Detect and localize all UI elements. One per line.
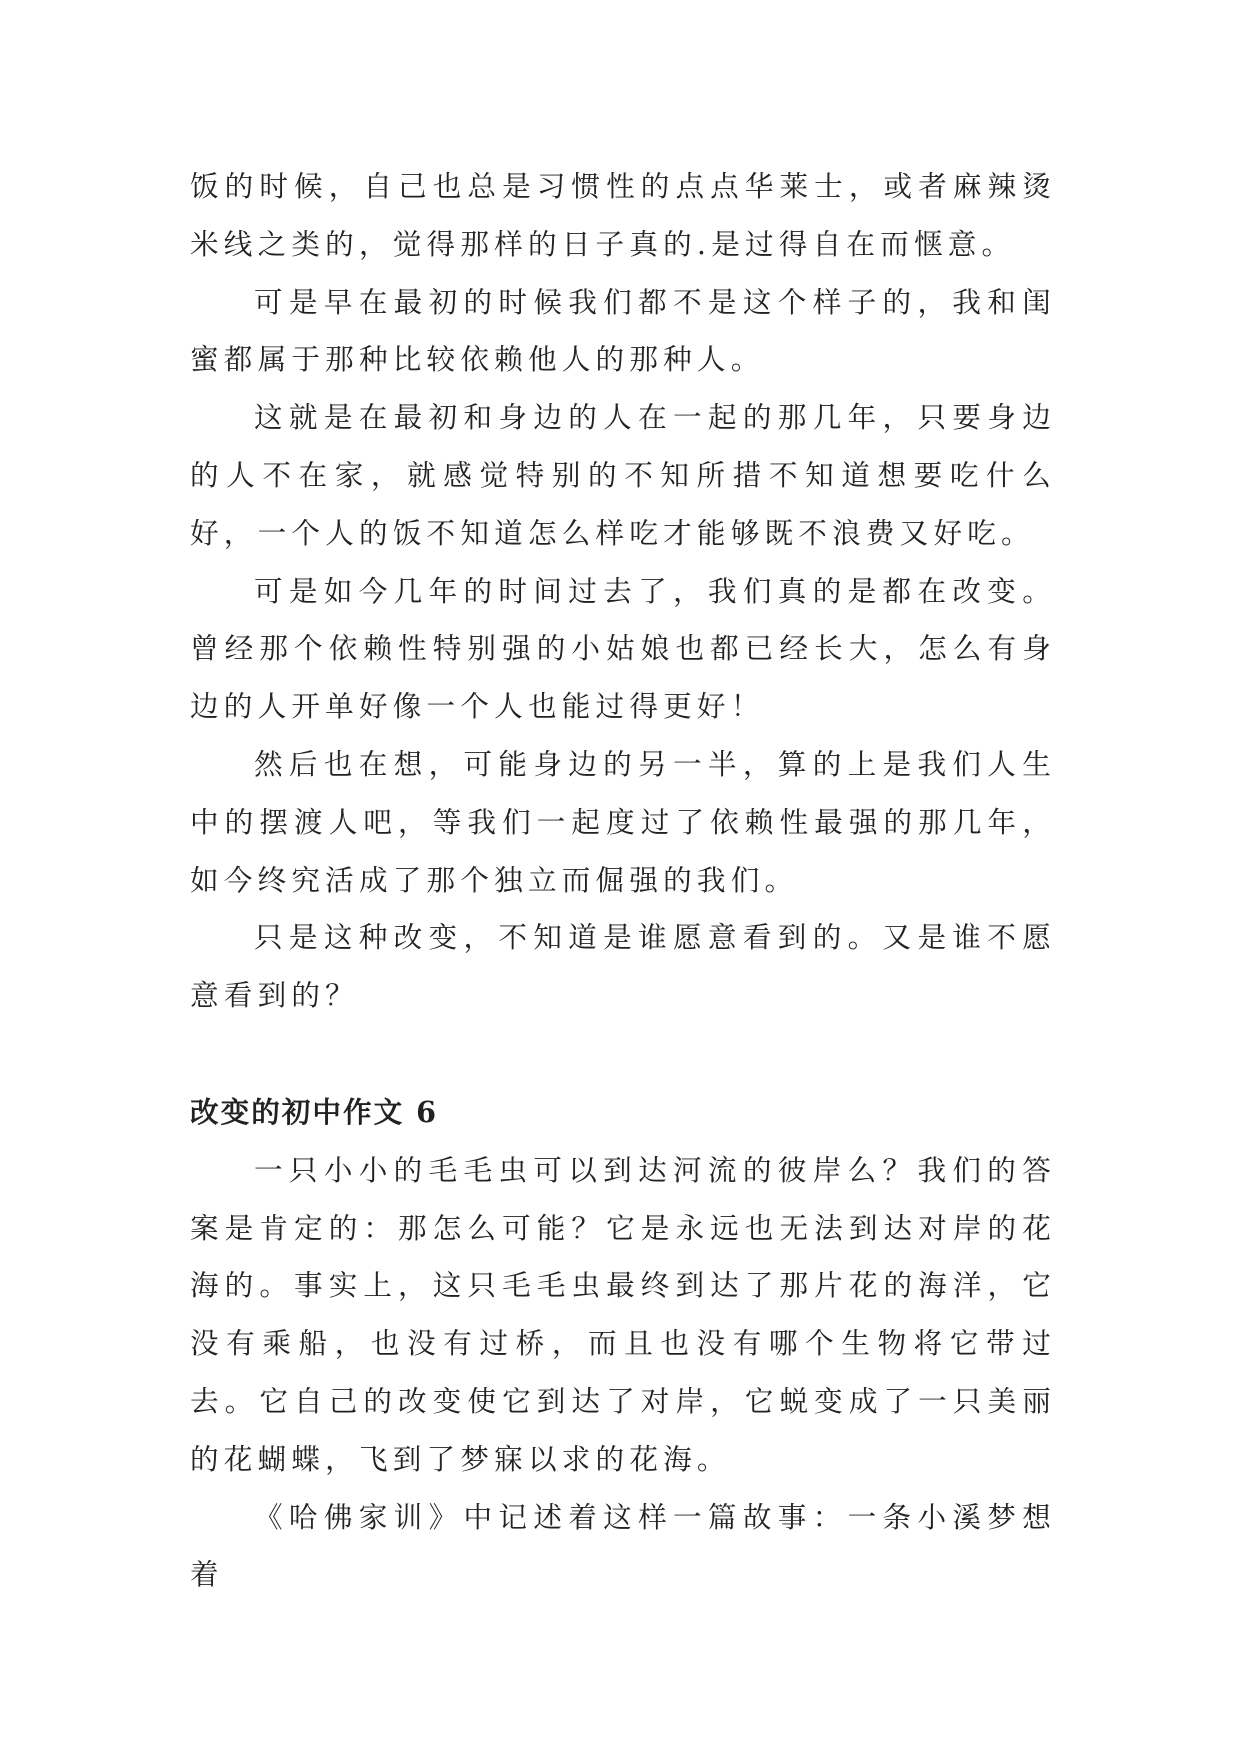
paragraph-3: 这就是在最初和身边的人在一起的那几年，只要身边的人不在家，就感觉特别的不知所措不知道想要吃什么好，一个人的饭不知道怎么样吃才能够既不浪费又好吃。 xyxy=(190,400,1056,550)
paragraph-5: 然后也在想，可能身边的另一半，算的上是我们人生中的摆渡人吧，等我们一起度过了依赖性最强的那几年，如今终究活成了那个独立而倔强的我们。 xyxy=(190,746,1056,897)
paragraph-6: 只是这种改变，不知道是谁愿意看到的。又是谁不愿意看到的？ xyxy=(190,920,1056,1013)
paragraph-1: 饭的时候，自己也总是习惯性的点点华莱士，或者麻辣烫米线之类的，觉得那样的日子真的.是过得自在而惬意。 xyxy=(190,169,1056,261)
paragraph-7: 一只小小的毛毛虫可以到达河流的彼岸么？我们的答案是肯定的：那怎么可能？它是永远也无法到达对岸的花海的。事实上，这只毛毛虫最终到达了那片花的海洋，它没有乘船，也没有过桥，而且也没有哪个生物将它带过去。它自己的改变使它到达了对岸，它蜕变成了一只美丽的花蝴蝶，飞到了梦寐以求的花海。 xyxy=(190,1152,1056,1476)
paragraph-8: 《哈佛家训》中记述着这样一篇故事：一条小溪梦想着 xyxy=(190,1499,1056,1592)
paragraph-2: 可是早在最初的时候我们都不是这个样子的，我和闺蜜都属于那种比较依赖他人的那种人。 xyxy=(190,284,1056,377)
document-body xyxy=(190,158,1056,1604)
section-heading: 改变的初中作文 6 xyxy=(190,1094,439,1129)
paragraph-4: 可是如今几年的时间过去了，我们真的是都在改变。曾经那个依赖性特别强的小姑娘也都已经长大，怎么有身边的人开单好像一个人也能过得更好！ xyxy=(190,573,1056,724)
